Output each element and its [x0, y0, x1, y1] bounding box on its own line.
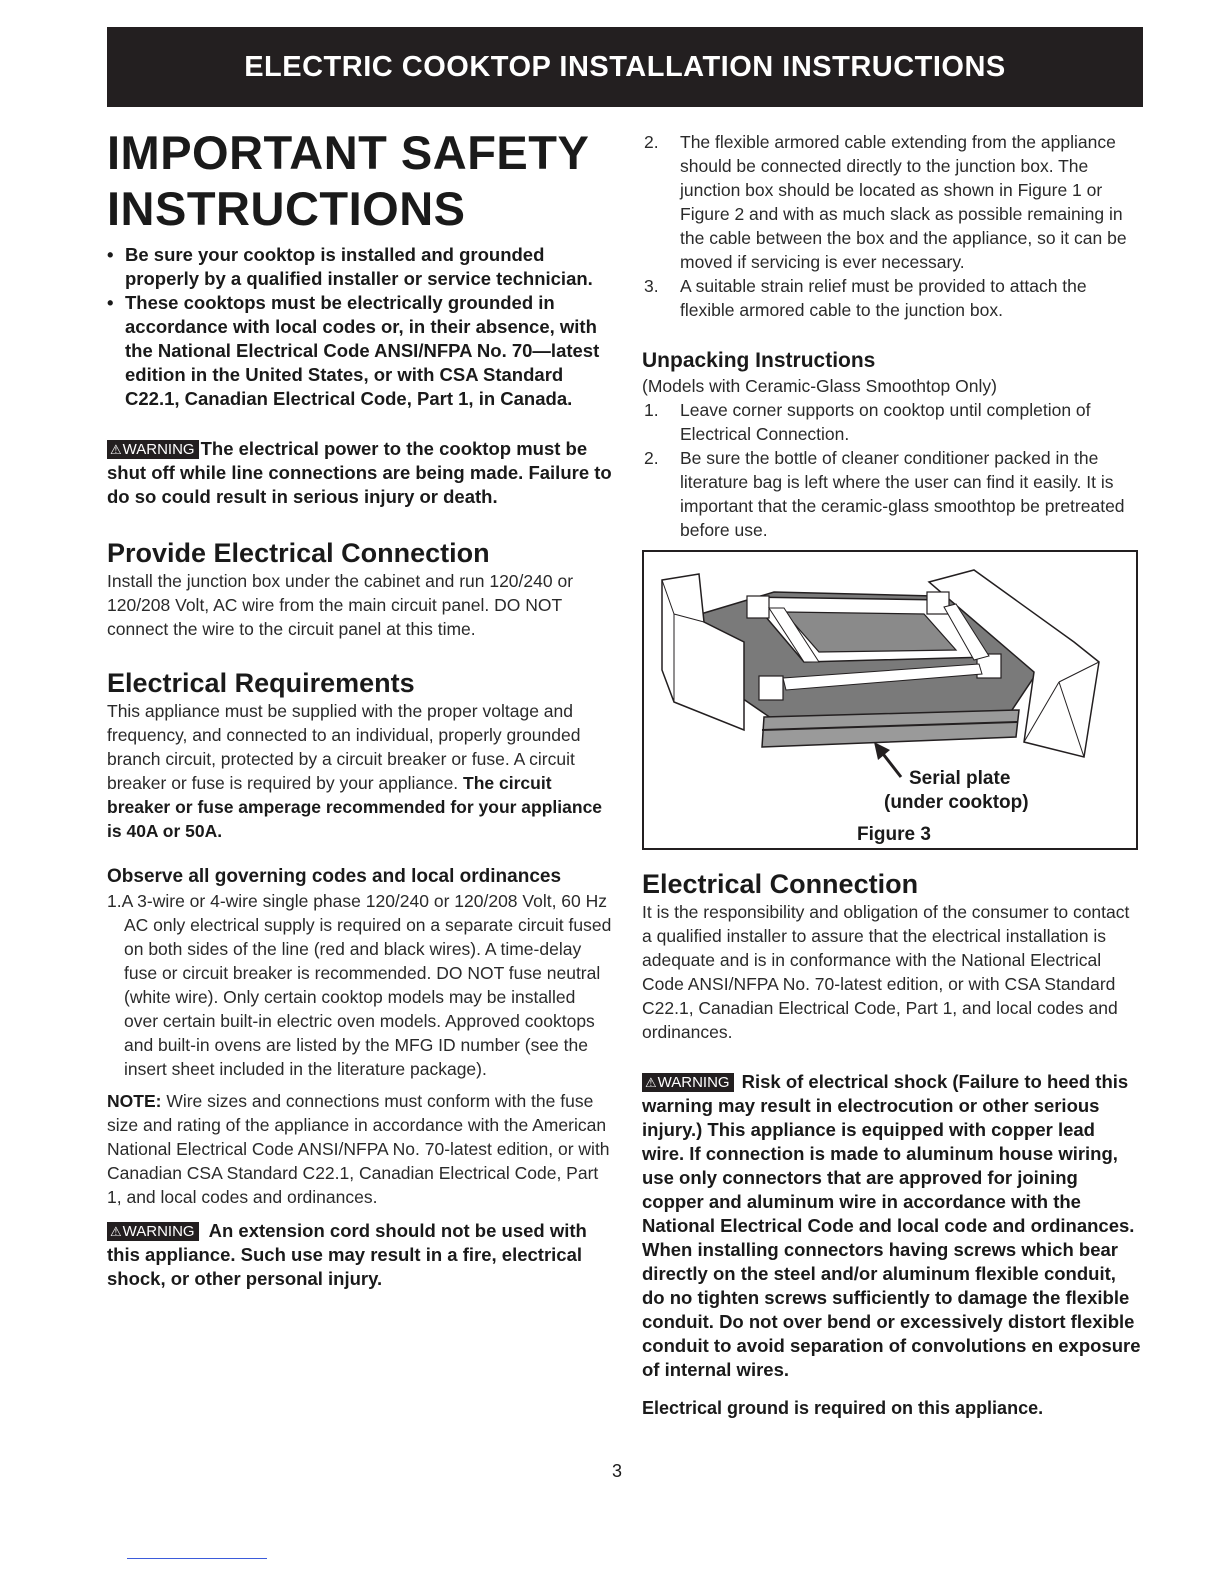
serial-plate-label: Serial plate	[909, 768, 1011, 789]
requirements-heading: Electrical Requirements	[107, 668, 415, 698]
warning-triangle-icon: ⚠	[110, 442, 122, 457]
safety-warning-text: The electrical power to the cooktop must be shut off while line connections are being made. Failure to do so could result in serious injury or death.	[107, 438, 612, 507]
note-text: Wire sizes and connections must conform with the fuse size and rating of the appliance in accordance with the American National Electrical Code ANSI/NFPA No. 70-latest edition, or with Canadian CSA Standard C22.1, Canadian Electrical Code, Part 1, and local codes and ordinances.	[107, 1091, 610, 1207]
safety-title-line2: INSTRUCTIONS	[107, 182, 466, 235]
safety-warning	[107, 437, 612, 509]
list-item-text: Be sure the bottle of cleaner conditioner packed in the literature bag is left where the user can find it easily. It is important that the ceramic-glass smoothtop be pretreated before use.	[680, 448, 1125, 540]
note-label: NOTE:	[107, 1091, 162, 1111]
warning-triangle-icon: ⚠	[110, 1224, 122, 1239]
list-item	[642, 130, 1142, 274]
ground-requirement: Electrical ground is required on this appliance.	[642, 1398, 1044, 1418]
right-column	[642, 130, 1142, 1420]
safety-bullet: • Be sure your cooktop is installed and grounded properly by a qualified installer or service technician.	[107, 243, 612, 291]
safety-bullet: • These cooktops must be electrically grounded in accordance with local codes or, in their absence, with the National Electrical Code ANSI/NFPA No. 70—latest edition in the United States, or with CSA Standard C22.1, Canadian Electrical Code, Part 1, in Canada.	[107, 291, 612, 411]
list-item-text: The flexible armored cable extending from the appliance should be connected directly to the junction box. The junction box should be located as shown in Figure 1 or Figure 2 and with as much slack as possible remaining in the cable between the box and the appliance, so it can be moved if servicing is ever necessary.	[680, 132, 1127, 272]
shock-warning-text: Risk of electrical shock (Failure to heed this warning may result in electrocution or other serious injury.) This appliance is equipped with copper lead wire. If connection is made to aluminum house wiring, use only connectors that are approved for joining copper and aluminum wire in accordance with the National Electrical Code and local code and ordinances. When installing connectors having screws which bear directly on the steel and/or aluminum flexible conduit, do no tighten screws sufficiently to damage the flexible conduit. Do not over bend or excessively distort flexible conduit to avoid separation of convolutions en exposure of internal wires.	[642, 1071, 1141, 1380]
list-item-text: A suitable strain relief must be provided to attach the flexible armored cable to the junction box.	[680, 276, 1087, 320]
warning-badge	[107, 1222, 199, 1241]
list-item	[642, 398, 1142, 446]
left-column	[107, 125, 612, 1291]
warning-badge-label: WARNING	[122, 1223, 195, 1240]
header-bar	[107, 27, 1143, 107]
list-item-number: 3.	[644, 276, 659, 296]
unpacking-heading: Unpacking Instructions	[642, 349, 876, 372]
unpacking-subtitle: (Models with Ceramic-Glass Smoothtop Only)	[642, 376, 997, 396]
shock-warning	[642, 1070, 1142, 1382]
serial-plate-sublabel: (under cooktop)	[884, 792, 1029, 813]
header-title: ELECTRIC COOKTOP INSTALLATION INSTRUCTIONS	[244, 50, 1006, 83]
warning-badge-label: WARNING	[122, 441, 195, 458]
extension-cord-warning	[107, 1219, 612, 1291]
list-item-number: 2.	[644, 448, 659, 468]
safety-title	[107, 125, 612, 237]
page-number: 3	[612, 1461, 623, 1481]
safety-bullets	[107, 243, 612, 411]
requirements-text-plain: This appliance must be supplied with the proper voltage and frequency, and connected to an individual, properly grounded branch circuit, protected by a circuit breaker or fuse. A circuit breaker or fuse is required by your appliance.	[107, 701, 581, 793]
list-item-text: Leave corner supports on cooktop until completion of Electrical Connection.	[680, 400, 1091, 444]
codes-heading: Observe all governing codes and local ordinances	[107, 866, 562, 887]
safety-title-line1: IMPORTANT SAFETY	[107, 126, 590, 179]
list-item	[642, 274, 1142, 322]
codes-item-1: 1.A 3-wire or 4-wire single phase 120/240 or 120/208 Volt, 60 Hz AC only electrical supply is required on a separate circuit fused on both sides of the line (red and black wires). A time-delay fuse or circuit breaker is recommended. DO NOT fuse neutral (white wire). Only certain cooktop models may be installed over certain built-in electric oven models. Approved cooktops and built-in ovens are listed by the MFG ID number (see the insert sheet included in the literature package).	[107, 891, 612, 1079]
figure-3	[642, 550, 1138, 850]
extension-cord-warning-text: An extension cord should not be used with this appliance. Such use may result in a fire, electrical shock, or other personal injury.	[107, 1220, 587, 1289]
list-item	[642, 446, 1142, 542]
list-item-number: 2.	[644, 132, 659, 152]
list-item-number: 1.	[644, 400, 659, 420]
connection-steps-list	[642, 130, 1142, 322]
unpacking-list	[642, 398, 1142, 542]
requirements-text	[107, 699, 612, 843]
warning-triangle-icon: ⚠	[645, 1075, 657, 1090]
connection-text: It is the responsibility and obligation of the consumer to contact a qualified installer to assure that the electrical installation is adequate and is in conformance with the National Electrical Code ANSI/NFPA No. 70-latest edition, or with CSA Standard C22.1, Canadian Electrical Code, Part 1, and local codes and ordinances.	[642, 902, 1130, 1042]
provide-connection-text: Install the junction box under the cabinet and run 120/240 or 120/208 Volt, AC wire from the main circuit panel. DO NOT connect the wire to the circuit panel at this time.	[107, 571, 574, 639]
codes-note	[107, 1089, 612, 1209]
connection-heading: Electrical Connection	[642, 869, 919, 899]
warning-badge-label: WARNING	[657, 1074, 730, 1091]
requirements-text-bold: The circuit breaker or fuse amperage recommended for your appliance is 40A or 50A.	[107, 773, 603, 841]
figure-caption: Figure 3	[857, 824, 931, 845]
warning-badge	[642, 1073, 734, 1092]
footer-rule	[127, 1558, 267, 1559]
provide-connection-heading: Provide Electrical Connection	[107, 538, 490, 568]
warning-badge	[107, 440, 199, 459]
